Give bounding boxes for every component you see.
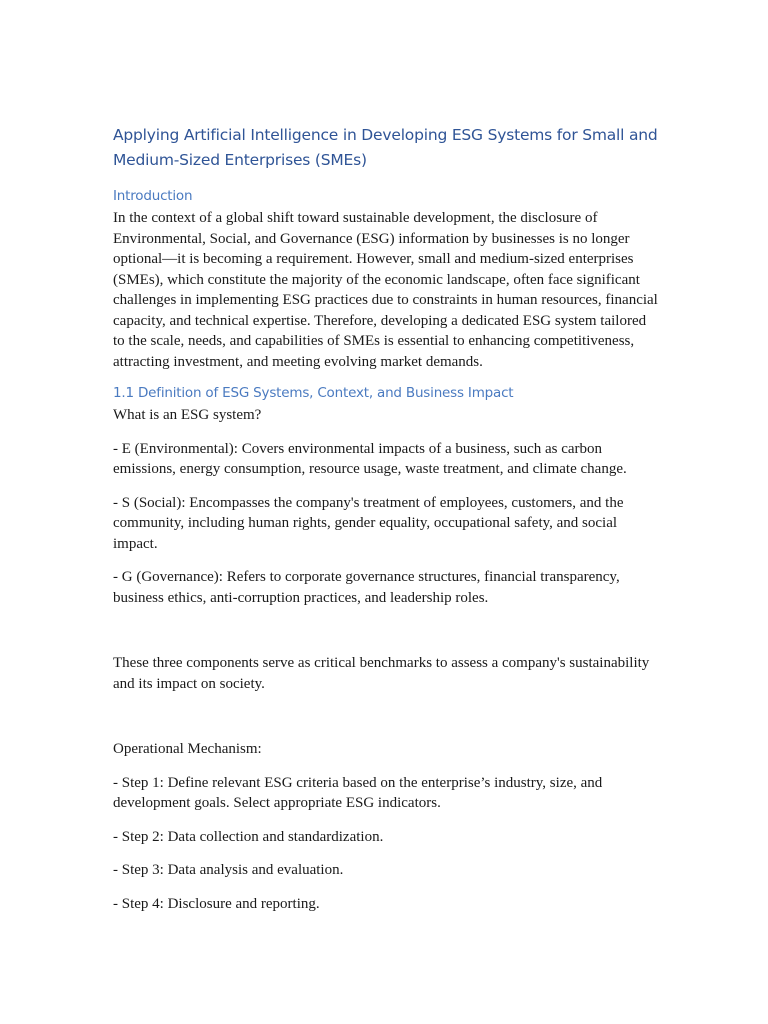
document-title: Applying Artificial Intelligence in Developing ESG Systems for Small and Medium-Sized Enterprises (SMEs) xyxy=(113,126,658,169)
step-1: - Step 1: Define relevant ESG criteria based on the enterprise’s industry, size, and development goals. Select appropriate ESG indicators. xyxy=(113,774,603,811)
component-social: - S (Social): Encompasses the company's treatment of employees, customers, and the community, including human rights, gender equality, occupational safety, and social impact. xyxy=(113,494,624,552)
section-heading: 1.1 Definition of ESG Systems, Context, and Business Impact xyxy=(113,385,514,401)
component-environmental: - E (Environmental): Covers environmental impacts of a business, such as carbon emissions, energy consumption, resource usage, waste treatment, and climate change. xyxy=(113,440,627,477)
summary-paragraph: These three components serve as critical benchmarks to assess a company's sustainability and its impact on society. xyxy=(113,655,650,692)
introduction-paragraph: In the context of a global shift toward sustainable development, the disclosure of Environmental, Social, and Governance (ESG) information by businesses is no longer optional—it is becoming a requirement. However, small and medium-sized enterprises (SMEs), which constitute the majority of the economic landscape, often face significant challenges in implementing ESG practices due to constraints in human resources, financial capacity, and technical expertise. Therefore, developing a dedicated ESG system tailored to the scale, needs, and capabilities of SMEs is essential to enhancing competitiveness, attracting investment, and meeting evolving market demands. xyxy=(113,210,658,370)
component-governance: - G (Governance): Refers to corporate governance structures, financial transparency, business ethics, anti-corruption practices, and leadership roles. xyxy=(113,569,620,606)
step-4: - Step 4: Disclosure and reporting. xyxy=(113,895,320,912)
step-2: - Step 2: Data collection and standardization. xyxy=(113,828,384,845)
step-3: - Step 3: Data analysis and evaluation. xyxy=(113,862,344,878)
document-page xyxy=(113,123,658,914)
question-paragraph: What is an ESG system? xyxy=(113,407,262,423)
introduction-heading: Introduction xyxy=(113,188,193,204)
mechanism-heading: Operational Mechanism: xyxy=(113,741,262,757)
